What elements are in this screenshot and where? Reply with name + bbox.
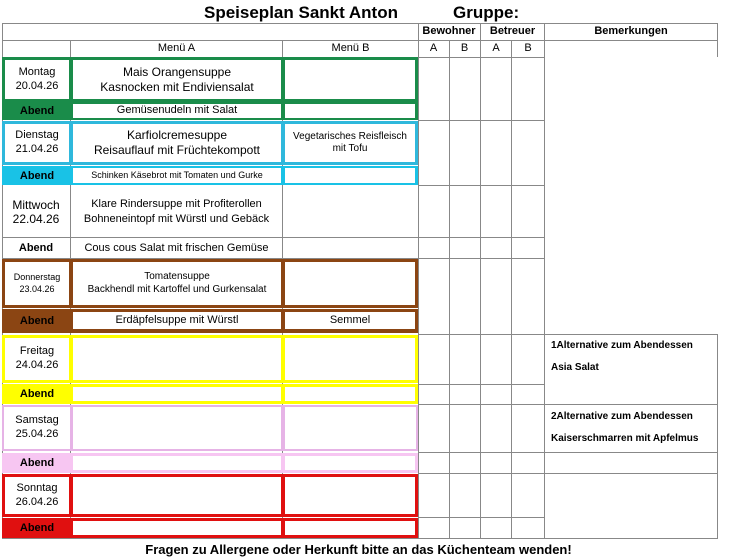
samstag-abend-b[interactable] (285, 456, 415, 470)
menu-line: Mais Orangensuppe (122, 64, 232, 79)
note-2-text: Kaiserschmarren mit Apfelmus (551, 433, 699, 444)
bewohner-a-header: A (429, 42, 438, 54)
bewohner-header: Bewohner (422, 25, 476, 37)
grid-line (418, 517, 544, 518)
grid-line (449, 40, 450, 539)
samstag-day-cell (4, 407, 70, 449)
abend-label: Abend (19, 105, 55, 117)
note-1-text: Asia Salat (551, 362, 599, 373)
day-date: 24.04.26 (15, 359, 59, 371)
grid-line (717, 334, 718, 539)
donnerstag-abend-a[interactable]: Erdäpfelsuppe mit Würstl (73, 312, 281, 329)
montag-abend-band (2, 102, 418, 120)
freitag-band (2, 335, 418, 383)
dienstag-abend-band (2, 166, 418, 185)
dienstag-band (2, 121, 418, 165)
menu-line: Karfiolcremesuppe (126, 128, 228, 142)
grid-line (2, 40, 717, 41)
grid-line (480, 23, 481, 539)
grid-line (2, 23, 717, 24)
samstag-band (2, 405, 418, 451)
grid-line (418, 452, 544, 453)
menu-line: Tomatensuppe (144, 271, 210, 282)
betreuer-header: Betreuer (489, 25, 536, 37)
menu-a-header: Menü A (157, 42, 196, 54)
samstag-menu-a[interactable] (73, 407, 281, 449)
mittwoch-day-cell (2, 186, 70, 237)
menu-line: Bohneneintopf mit Würstl und Gebäck (83, 212, 270, 225)
grid-line (2, 538, 717, 539)
montag-abend-b[interactable] (285, 104, 415, 118)
menu-line: Reisauflauf mit Früchtekompott (93, 143, 261, 157)
day-date: 23.04.26 (19, 283, 55, 294)
grid-line (717, 23, 718, 57)
montag-band (2, 57, 418, 102)
page-title: Speiseplan Sankt Anton (204, 3, 398, 22)
abend-label: Abend (18, 242, 54, 254)
sonntag-abend-band (2, 518, 418, 538)
abend-label: Abend (19, 315, 55, 327)
menu-line: Klare Rindersuppe mit Profiterollen (91, 198, 262, 211)
footer-note: Fragen zu Allergene oder Herkunft bitte an das Küchenteam wenden! (145, 542, 572, 557)
sonntag-day-cell (5, 477, 69, 514)
grid-line (418, 185, 544, 186)
freitag-abend-b[interactable] (285, 387, 415, 401)
day-name: Sonntag (16, 481, 58, 494)
mittwoch-menu-b[interactable] (283, 186, 418, 237)
grid-line (418, 473, 717, 474)
samstag-menu-b[interactable] (285, 407, 416, 449)
sonntag-abend-b[interactable] (285, 521, 415, 535)
day-name: Mittwoch (12, 197, 60, 212)
sonntag-abend-a[interactable] (73, 521, 281, 535)
day-date: 26.04.26 (15, 495, 59, 508)
donnerstag-band (2, 259, 418, 308)
day-name: Donnerstag (13, 272, 61, 283)
day-date: 25.04.26 (15, 428, 59, 440)
day-name: Samstag (15, 414, 59, 427)
grid-line (544, 334, 717, 335)
abend-label: Abend (19, 388, 55, 400)
freitag-day-cell (5, 338, 69, 380)
montag-menu-b[interactable] (285, 60, 415, 99)
donnerstag-abend-b[interactable]: Semmel (285, 312, 415, 329)
group-label: Gruppe: (453, 3, 520, 22)
donnerstag-menu-b[interactable] (285, 262, 415, 305)
day-name: Freitag (19, 345, 55, 358)
freitag-menu-a[interactable] (73, 338, 281, 380)
freitag-menu-b[interactable] (285, 338, 415, 380)
dienstag-abend-b[interactable] (285, 168, 415, 183)
freitag-abend-a[interactable] (73, 387, 281, 401)
grid-line (544, 452, 717, 453)
menu-line: Kasnocken mit Endiviensalat (100, 79, 254, 94)
grid-line (418, 120, 544, 121)
grid-line (418, 334, 544, 335)
samstag-abend-band (2, 453, 418, 473)
menu-line: Backhendl mit Kartoffel und Gurkensalat (87, 283, 267, 295)
grid-line (544, 23, 545, 539)
abend-label: Abend (19, 169, 55, 182)
mittwoch-abend-a[interactable]: Cous cous Salat mit frischen Gemüse (84, 242, 269, 254)
grid-line (418, 384, 544, 385)
sonntag-menu-a[interactable] (73, 477, 281, 514)
betreuer-a-header: A (492, 42, 500, 54)
day-date: 22.04.26 (12, 211, 60, 226)
day-date: 20.04.26 (15, 79, 59, 92)
bewohner-b-header: B (460, 42, 469, 54)
donnerstag-day-cell (5, 262, 69, 305)
day-name: Dienstag (15, 129, 59, 142)
freitag-abend-band (2, 384, 418, 404)
montag-menu-a[interactable] (73, 60, 281, 99)
abend-label: Abend (19, 457, 55, 469)
samstag-abend-a[interactable] (73, 456, 281, 470)
grid-line (418, 404, 717, 405)
grid-line (418, 23, 419, 539)
menu-line: Vegetarisches Reisfleisch (293, 130, 407, 142)
dienstag-menu-b[interactable] (285, 124, 415, 162)
day-name: Montag (18, 65, 56, 78)
montag-abend-a[interactable]: Gemüsenudeln mit Salat (73, 104, 281, 118)
dienstag-abend-a[interactable]: Schinken Käsebrot mit Tomaten und Gurke (73, 168, 281, 183)
dienstag-day-cell (5, 124, 69, 162)
day-date: 21.04.26 (15, 143, 59, 155)
note-2-title: 2Alternative zum Abendessen (551, 411, 693, 422)
note-1-title: 1Alternative zum Abendessen (551, 340, 693, 351)
mittwoch-menu-a[interactable] (71, 186, 282, 237)
sonntag-menu-b[interactable] (285, 477, 415, 514)
betreuer-b-header: B (524, 42, 532, 54)
dienstag-menu-a[interactable] (73, 124, 281, 162)
abend-label: Abend (19, 522, 55, 534)
bemerkungen-header: Bemerkungen (594, 25, 668, 37)
grid-line (511, 40, 512, 539)
menu-line: mit Tofu (332, 143, 368, 154)
sonntag-band (2, 474, 418, 517)
donnerstag-abend-band (2, 309, 418, 333)
donnerstag-menu-a[interactable] (73, 262, 281, 305)
mittwoch-abend-b[interactable] (283, 238, 418, 258)
montag-day-cell (5, 60, 69, 99)
menu-b-header: Menü B (331, 42, 370, 54)
